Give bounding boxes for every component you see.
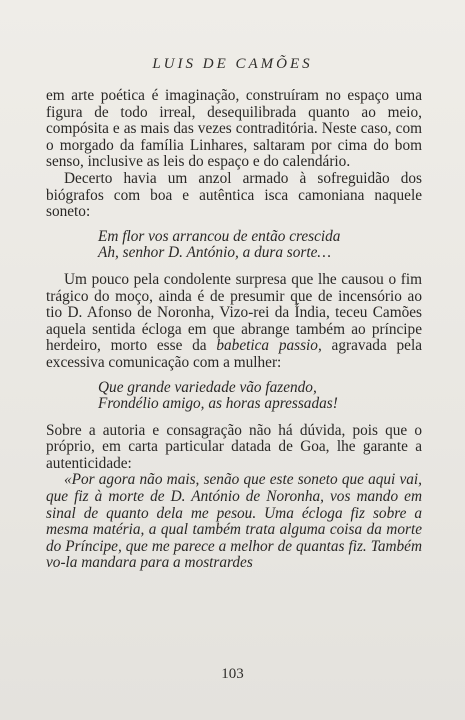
page-number: 103: [221, 666, 244, 682]
verse-line: Frondélio amigo, as horas apressadas!: [98, 395, 338, 413]
verse-quote-2: [98, 380, 422, 413]
paragraph-3: [46, 272, 422, 372]
verse-line: Ah, senhor D. António, a dura sorte…: [98, 244, 332, 262]
verse-quote-1: [98, 229, 422, 262]
paragraph-1: em arte poética é imaginação, construíram no espaço uma figura de todo irreal, desequilibrada quanto ao meio, compósita e as mais das vezes contraditória. Neste caso, com o morgado da família Linhares, saltaram por cima do bom senso, inclusive as leis do espaço e do calendário.: [46, 87, 422, 171]
paragraph-2: Decerto havia um anzol armado à sofreguidão dos biógrafos com boa e autêntica isca camoniana naquele soneto:: [46, 169, 422, 221]
latin-term: babetica passio: [216, 337, 318, 355]
paragraph-4: Sobre a autoria e consagração não há dúvida, pois que o próprio, em carta particular datada de Goa, lhe garante a autenticidade:: [46, 421, 422, 472]
body-text: [46, 88, 422, 572]
running-head: LUIS DE CAMÕES: [152, 56, 313, 72]
verse-line: Que grande variedade vão fazendo,: [98, 378, 317, 396]
paragraph-3-text-end: , agravada pela excessiva comunicação com a mulher:: [46, 337, 422, 371]
verse-line: Em flor vos arrancou de então crescida: [98, 227, 341, 245]
letter-quote: «Por agora não mais, senão que este soneto que aqui vai, que fiz à morte de D. António de Noronha, vos mando em sinal de quanto dela me pesou. Uma écloga fiz sobre a mesma matéria, a qual também trata alguma coisa da morte do Príncipe, que me parece a melhor de quantas fiz. Também vo-la mandara para a mostrardes: [46, 471, 422, 572]
paragraph-3-text: Um pouco pela condolente surpresa que lhe causou o fim trágico do moço, ainda é de presumir que de incensório ao tio D. Afonso de Noronha, Vizo-rei da Índia, teceu Camões aquela sentida écloga em que abrange também ao príncipe herdeiro, morto esse da: [46, 270, 422, 355]
